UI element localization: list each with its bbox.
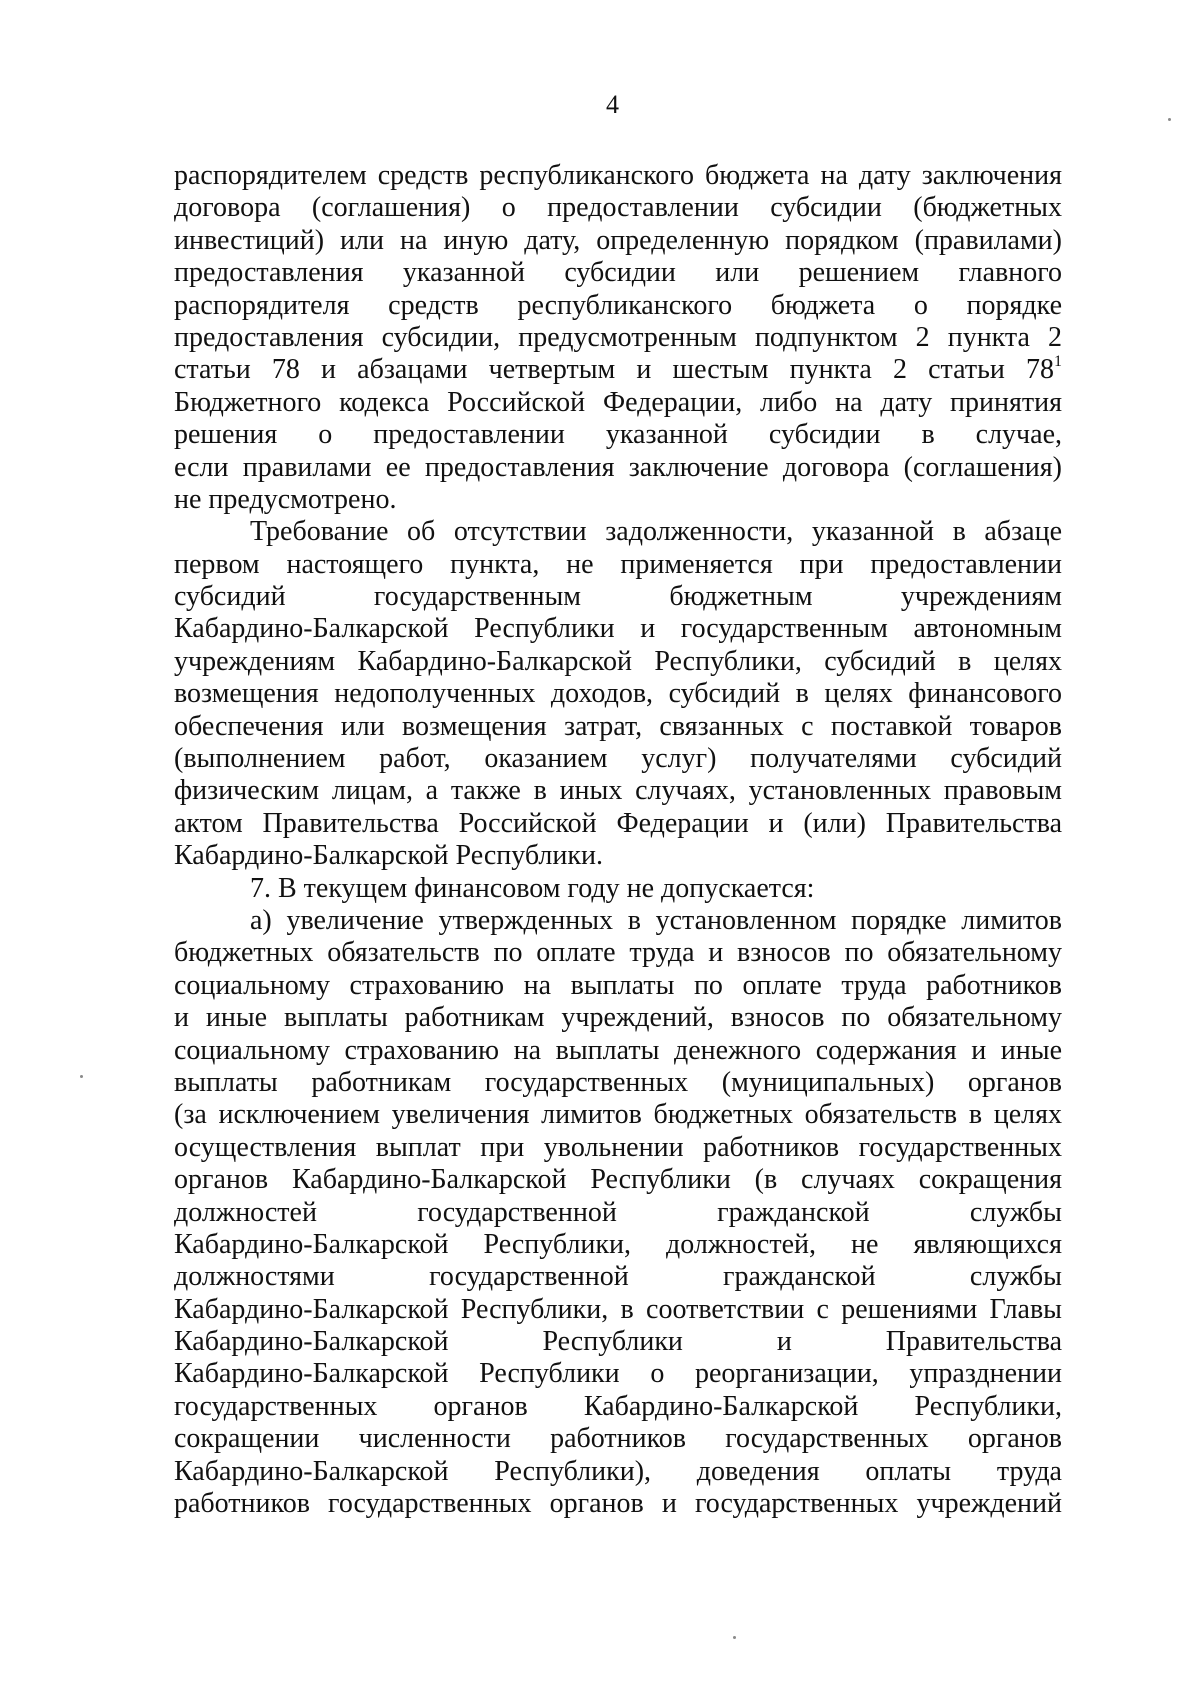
paragraph-requirement: [174, 516, 1062, 872]
scan-speck: [80, 1075, 83, 1078]
text-line: субсидий государственным бюджетным учреждениям: [174, 581, 1062, 613]
text-line: инвестиций) или на иную дату, определенную порядком (правилами): [174, 224, 1062, 256]
text-line: не предусмотрено.: [174, 483, 397, 515]
text-line: и иные выплаты работникам учреждений, взносов по обязательному: [174, 1002, 1062, 1034]
text-line: Бюджетного кодекса Российской Федерации, либо на дату принятия: [174, 386, 1062, 418]
text-line: Кабардино-Балкарской Республики), доведения оплаты труда: [174, 1455, 1062, 1487]
text-line: 7. В текущем финансовом году не допускается:: [250, 872, 815, 904]
text-line: осуществления выплат при увольнении работников государственных: [174, 1131, 1062, 1163]
text-line: Кабардино-Балкарской Республики и государственным автономным: [174, 613, 1062, 645]
superscript: 1: [1054, 353, 1062, 371]
text-line: органов Кабардино-Балкарской Республики (в случаях сокращения: [174, 1164, 1062, 1196]
scan-speck: [1168, 118, 1171, 121]
text-line: социальному страхованию на выплаты по оплате труда работников: [174, 969, 1062, 1001]
text-line: Кабардино-Балкарской Республики, в соответствии с решениями Главы: [174, 1293, 1062, 1325]
text-line: работников государственных органов и государственных учреждений: [174, 1488, 1062, 1520]
text-line-with-superscript: [174, 354, 1062, 386]
text-line: Кабардино-Балкарской Республики о реорганизации, упразднении: [174, 1358, 1062, 1390]
text-line: должностями государственной гражданской службы: [174, 1261, 1062, 1293]
text-line: должностей государственной гражданской службы: [174, 1196, 1062, 1228]
text-line: социальному страхованию на выплаты денежного содержания и иные: [174, 1034, 1062, 1066]
text-line: государственных органов Кабардино-Балкарской Республики,: [174, 1390, 1062, 1422]
text-line: Кабардино-Балкарской Республики и Правительства: [174, 1326, 1062, 1358]
document-body: [174, 160, 1062, 1520]
text-line: предоставления субсидии, предусмотренным подпунктом 2 пункта 2: [174, 321, 1062, 353]
text-line: актом Правительства Российской Федерации и (или) Правительства: [174, 807, 1062, 839]
text-line: Кабардино-Балкарской Республики, должностей, не являющихся: [174, 1228, 1062, 1260]
text-line: (выполнением работ, оказанием услуг) получателями субсидий: [174, 743, 1062, 775]
text-line: выплаты работникам государственных (муниципальных) органов: [174, 1066, 1062, 1098]
text-line: (за исключением увеличения лимитов бюджетных обязательств в целях: [174, 1099, 1062, 1131]
text-line: Кабардино-Балкарской Республики.: [174, 840, 603, 872]
text-line: возмещения недополученных доходов, субсидий в целях финансового: [174, 678, 1062, 710]
text-line-main: статьи 78 и абзацами четвертым и шестым пункта 2 статьи 78: [174, 354, 1054, 386]
text-line: первом настоящего пункта, не применяется при предоставлении: [174, 548, 1062, 580]
text-line: распорядителем средств республиканского бюджета на дату заключения: [174, 160, 1062, 191]
text-line: Требование об отсутствии задолженности, указанной в абзаце: [250, 516, 1062, 548]
scan-speck: [733, 1636, 736, 1639]
text-line: если правилами ее предоставления заключение договора (соглашения): [174, 451, 1062, 483]
text-line: договора (соглашения) о предоставлении субсидии (бюджетных: [174, 192, 1062, 224]
paragraph-continuation: [174, 160, 1062, 516]
page-number: 4: [606, 90, 619, 119]
paragraph-subitem-a: [174, 905, 1062, 1520]
text-line: бюджетных обязательств по оплате труда и взносов по обязательному: [174, 937, 1062, 969]
text-line: предоставления указанной субсидии или решением главного: [174, 257, 1062, 289]
text-line: обеспечения или возмещения затрат, связанных с поставкой товаров: [174, 710, 1062, 742]
text-line: физическим лицам, а также в иных случаях, установленных правовым: [174, 775, 1062, 807]
text-line: распорядителя средств республиканского бюджета о порядке: [174, 289, 1062, 321]
paragraph-item-7: [174, 873, 1062, 905]
text-line: сокращении численности работников государственных органов: [174, 1423, 1062, 1455]
text-line: учреждениям Кабардино-Балкарской Республики, субсидий в целях: [174, 645, 1062, 677]
text-line: решения о предоставлении указанной субсидии в случае,: [174, 419, 1062, 451]
text-line: а) увеличение утвержденных в установленном порядке лимитов: [250, 904, 1062, 936]
